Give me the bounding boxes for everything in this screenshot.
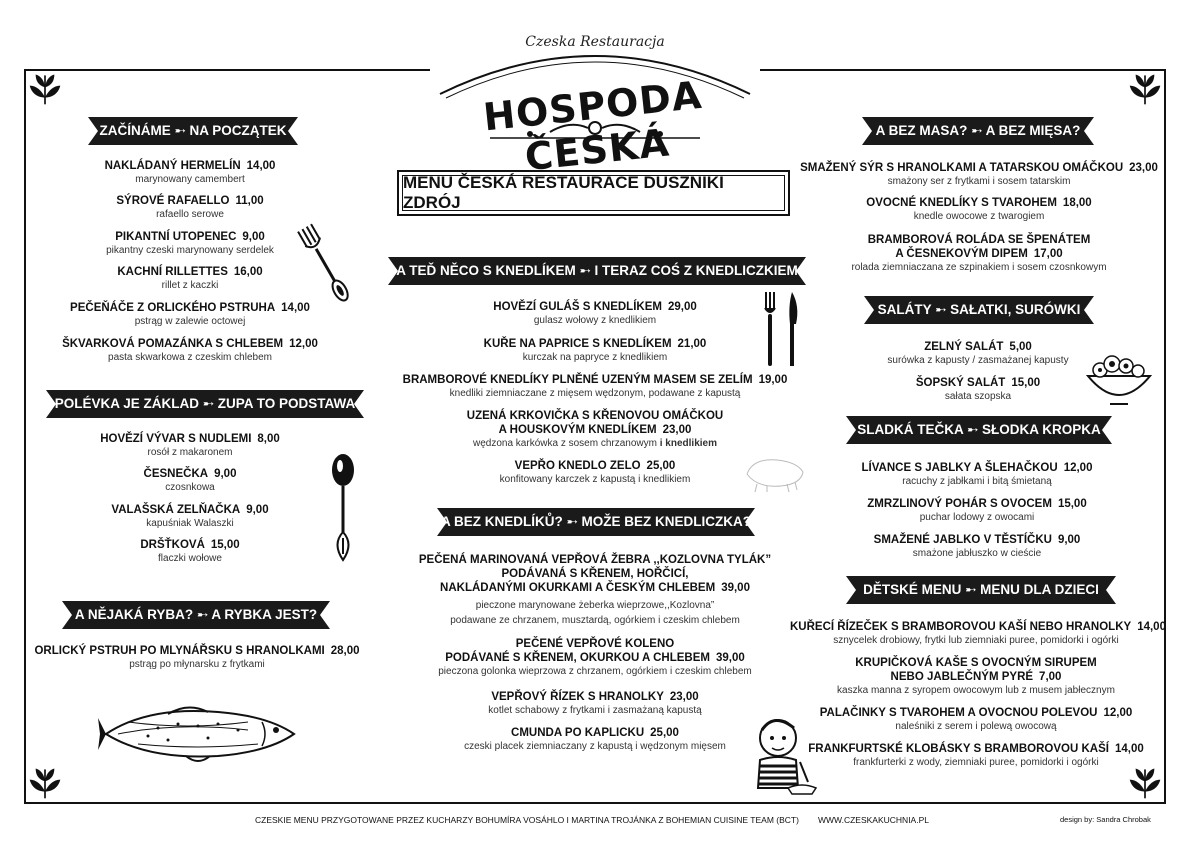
item-name: BRAMBOROVÁ ROLÁDA SE ŠPENÁTEM xyxy=(867,234,1091,246)
item-desc: pstrąg w zalewie octowej xyxy=(134,316,246,327)
item-price: 12,00 xyxy=(1063,462,1093,474)
item-name: ZELNÝ SALÁT xyxy=(924,341,1004,353)
item-desc: rosół z makaronem xyxy=(147,447,233,458)
menu-item xyxy=(40,194,340,221)
item-name: FRANKFURTSKÉ KLOBÁSKY S BRAMBOROVOU KAŠÍ xyxy=(808,743,1109,755)
logo xyxy=(430,28,760,180)
menu-item xyxy=(858,340,1098,367)
item-desc: konfitowany karczek z kapustą i knedlikiem xyxy=(499,474,691,485)
item-desc-line2: podawane ze chrzanem, musztardą, ogórkiem i czeskim chlebem xyxy=(450,615,740,626)
item-price: 12,00 xyxy=(289,338,318,350)
item-desc: kaszka manna z syropem owocowym lub z musem jabłecznym xyxy=(837,685,1115,696)
item-price: 28,00 xyxy=(330,645,360,657)
item-desc: knedle owocowe z twarogiem xyxy=(913,211,1045,222)
item-name: VEPŘO KNEDLO ZELO xyxy=(514,460,641,472)
item-desc: marynowany camembert xyxy=(135,174,245,185)
menu-title: MENU ČESKÁ RESTAURACE DUSZNIKI ZDRÓJ xyxy=(402,175,785,211)
menu-item xyxy=(30,644,364,671)
item-price: 23,00 xyxy=(669,691,699,703)
menu-item xyxy=(858,376,1098,403)
menu-item xyxy=(40,538,340,565)
salad-bowl-icon xyxy=(1086,354,1152,406)
leaf-ornament-icon xyxy=(28,72,62,106)
item-price: 9,00 xyxy=(214,468,237,480)
menu-item xyxy=(40,467,340,494)
footer-credits: CZESKIE MENU PRZYGOTOWANE PRZEZ KUCHARZY BOHUMÍRA VOSÁHLO I MARTINA TROJÁNKA Z BOHEMIAN CUISINE TEAM (BCT) xyxy=(255,815,799,825)
item-name: HOVĚZÍ GULÁŠ S KNEDLÍKEM xyxy=(493,301,662,313)
item-desc: rolada ziemniaczana ze szpinakiem i sosem czosnkowym xyxy=(851,262,1107,273)
item-price: 9,00 xyxy=(242,231,265,243)
banner-title: ZAČÍNÁME ➸ NA POCZĄTEK xyxy=(99,123,287,138)
footer-website[interactable]: WWW.CZESKAKUCHNIA.PL xyxy=(818,815,929,825)
item-desc: puchar lodowy z owocami xyxy=(919,512,1035,523)
item-name: PEČENÉ VEPŘOVÉ KOLENO xyxy=(515,638,675,650)
menu-item xyxy=(832,461,1122,488)
item-name: SÝROVÉ RAFAELLO xyxy=(116,195,230,207)
leaf-ornament-icon xyxy=(1128,766,1162,800)
item-price: 12,00 xyxy=(1103,707,1133,719)
item-name: ČESNEČKA xyxy=(143,468,209,480)
item-name-line3: NAKLÁDANÝMI OKURKAMI A ČESKÝM CHLEBEM xyxy=(440,582,716,594)
item-price: 18,00 xyxy=(1062,197,1092,209)
item-price: 15,00 xyxy=(1011,377,1041,389)
menu-item xyxy=(395,373,795,400)
item-name-line2: PODÁVANÉ S KŘENEM, OKURKOU A CHLEBEM xyxy=(445,652,710,664)
menu-item xyxy=(395,637,795,678)
banner-title: SALÁTY ➸ SAŁATKI, SURÓWKI xyxy=(877,302,1081,317)
item-name: KUŘE NA PAPRICE S KNEDLÍKEM xyxy=(483,338,672,350)
item-price: 7,00 xyxy=(1039,671,1062,683)
leaf-ornament-icon xyxy=(1128,72,1162,106)
fish-icon xyxy=(98,700,302,766)
menu-item xyxy=(832,497,1122,524)
menu-item xyxy=(40,265,340,292)
menu-item xyxy=(800,161,1158,188)
menu-item xyxy=(395,690,795,717)
menu-item xyxy=(40,301,340,328)
item-desc: knedliki ziemniaczane z mięsem wędzonym, podawane z kapustą xyxy=(449,388,741,399)
item-desc-bold: i knedlikiem xyxy=(659,438,717,449)
menu-item xyxy=(40,230,340,257)
menu-item xyxy=(40,337,340,364)
item-name: BRAMBOROVÉ KNEDLÍKY PLNĚNÉ UZENÝM MASEM SE ZELÍM xyxy=(402,374,753,386)
menu-item xyxy=(395,337,795,364)
item-name: HOVĚZÍ VÝVAR S NUDLEMI xyxy=(100,433,252,445)
banner-title: POLÉVKA JE ZÁKLAD ➸ ZUPA TO PODSTAWA xyxy=(54,396,356,411)
banner-title: A NĚJAKÁ RYBA? ➸ A RYBKA JEST? xyxy=(74,607,318,622)
item-price: 25,00 xyxy=(646,460,676,472)
menu-item xyxy=(800,233,1158,274)
logo-title: HOSPODA ČESKÁ xyxy=(481,72,705,180)
item-desc: smażony ser z frytkami i sosem tatarskim xyxy=(887,176,1071,187)
menu-item xyxy=(395,409,795,450)
banner-title: A TEĎ NĚCO S KNEDLÍKEM ➸ I TERAZ COŚ Z KNEDLICZKIEM xyxy=(396,263,798,278)
item-name: UZENÁ KRKOVIČKA S KŘENOVOU OMÁČKOU xyxy=(466,410,724,422)
item-name: LÍVANCE S JABLKY A ŠLEHAČKOU xyxy=(861,462,1058,474)
item-price: 14,00 xyxy=(281,302,310,314)
item-name: DRŠŤKOVÁ xyxy=(140,539,205,551)
item-price: 16,00 xyxy=(233,266,263,278)
banner-sweet xyxy=(846,416,1112,444)
item-name-line2: A HOUSKOVÝM KNEDLÍKEM xyxy=(498,424,657,436)
item-name: NAKLÁDANÝ HERMELÍN xyxy=(104,160,241,172)
item-name-line2: PODÁVANÁ S KŘENEM, HOŘČICÍ, xyxy=(501,568,689,580)
menu-item xyxy=(832,533,1122,560)
banner-title: SLADKÁ TEČKA ➸ SŁODKA KROPKA xyxy=(857,422,1101,437)
item-price: 11,00 xyxy=(235,195,264,207)
item-desc: sałata szopska xyxy=(944,391,1012,402)
item-desc: rafaello serowe xyxy=(156,209,224,220)
item-name: KACHNÍ RILLETTES xyxy=(117,266,228,278)
menu-item xyxy=(40,503,340,530)
item-desc: pikantny czeski marynowany serdelek xyxy=(106,245,274,256)
menu-item xyxy=(790,656,1162,697)
item-name: VALAŠSKÁ ZELŇAČKA xyxy=(111,504,241,516)
spoon-icon xyxy=(328,452,358,564)
item-name: SMAŽENÉ JABLKO V TĚSTÍČKU xyxy=(873,534,1052,546)
fork-icon xyxy=(296,218,356,310)
menu-item xyxy=(395,300,795,327)
item-name: ŠKVARKOVÁ POMAZÁNKA S CHLEBEM xyxy=(62,338,284,350)
menu-item xyxy=(395,726,795,753)
item-name: ŠOPSKÝ SALÁT xyxy=(915,377,1006,389)
item-price: 14,00 xyxy=(246,160,276,172)
menu-item xyxy=(40,432,340,459)
menu-item xyxy=(40,159,340,186)
item-price: 19,00 xyxy=(758,374,788,386)
banner-dumpling xyxy=(388,257,806,285)
item-price: 14,00 xyxy=(1137,621,1166,633)
item-name: KRUPIČKOVÁ KAŠE S OVOCNÝM SIRUPEM xyxy=(855,657,1097,669)
menu-item xyxy=(790,742,1162,769)
item-desc: naleśniki z serem i polewą owocową xyxy=(895,721,1057,732)
item-price: 23,00 xyxy=(1129,162,1158,174)
item-name-line2: A ČESNEKOVÝM DIPEM xyxy=(895,248,1028,260)
item-price: 25,00 xyxy=(650,727,679,739)
item-name: PEČENÁ MARINOVANÁ VEPŘOVÁ ŽEBRA ,,KOZLOVNA TYLÁK” xyxy=(418,554,772,566)
pig-icon xyxy=(737,450,813,494)
item-price: 14,00 xyxy=(1114,743,1144,755)
banner-salad xyxy=(864,296,1094,324)
item-price: 39,00 xyxy=(721,582,750,594)
item-desc: surówka z kapusty / zasmażanej kapusty xyxy=(887,355,1069,366)
item-price: 21,00 xyxy=(677,338,707,350)
item-price: 8,00 xyxy=(257,433,280,445)
banner-start xyxy=(88,117,298,145)
item-price: 23,00 xyxy=(662,424,692,436)
item-desc: pieczona golonka wieprzowa z chrzanem, ogórkiem i czeskim chlebem xyxy=(438,666,752,677)
leaf-ornament-icon xyxy=(28,766,62,800)
item-price: 9,00 xyxy=(246,504,269,516)
item-name-line2: NEBO JABLEČNÝM PYRÉ xyxy=(890,671,1034,683)
item-desc: smażone jabłuszko w cieście xyxy=(912,548,1042,559)
item-desc: wędzona karkówka z sosem chrzanowym xyxy=(473,438,657,449)
item-name: SMAŽENÝ SÝR S HRANOLKAMI A TATARSKOU OMÁČKOU xyxy=(800,162,1124,174)
menu-title-box xyxy=(397,170,790,216)
item-name: PALAČINKY S TVAROHEM A OVOCNOU POLEVOU xyxy=(819,707,1098,719)
logo-subtitle: Czeska Restauracja xyxy=(525,34,665,50)
item-desc: frankfurterki z wody, ziemniaki puree, pomidorki i ogórki xyxy=(853,757,1099,768)
menu-item xyxy=(395,553,795,627)
banner-title: A BEZ MASA? ➸ A BEZ MIĘSA? xyxy=(875,123,1081,138)
item-desc: pieczone marynowane żeberka wieprzowe,,Kozlovna” xyxy=(475,600,715,611)
item-desc: pasta skwarkowa z czeskim chlebem xyxy=(108,352,272,363)
item-desc: kotlet schabowy z frytkami i zasmażaną kapustą xyxy=(488,705,702,716)
item-desc: gulasz wołowy z knedlikiem xyxy=(533,315,657,326)
item-name: KUŘECÍ ŘÍZEČEK S BRAMBOROVOU KAŠÍ NEBO HRANOLKY xyxy=(790,621,1132,633)
banner-title: DĚTSKÉ MENU ➸ MENU DLA DZIECI xyxy=(863,582,1099,597)
menu-item xyxy=(800,196,1158,223)
banner-kids xyxy=(846,576,1116,604)
menu-item xyxy=(790,706,1162,733)
menu-item xyxy=(395,459,795,486)
item-desc: kurczak na papryce z knedlikiem xyxy=(522,352,668,363)
item-price: 15,00 xyxy=(210,539,240,551)
item-desc: czosnkowa xyxy=(165,482,215,493)
banner-soup xyxy=(46,390,364,418)
item-price: 9,00 xyxy=(1057,534,1081,546)
item-desc: pstrąg po młynarsku z frytkami xyxy=(129,659,265,670)
item-price: 5,00 xyxy=(1009,341,1032,353)
banner-nomeat xyxy=(862,117,1094,145)
banner-nodumpling xyxy=(437,508,755,536)
item-desc: kapuśniak Walaszki xyxy=(146,518,234,529)
item-desc: racuchy z jabłkami i bitą śmietaną xyxy=(902,476,1052,487)
banner-title: A BEZ KNEDLÍKŮ? ➸ MOŽE BEZ KNEDLICZKA? xyxy=(440,514,752,529)
item-name: VEPŘOVÝ ŘÍZEK S HRANOLKY xyxy=(491,691,664,703)
item-name: CMUNDA PO KAPLICKU xyxy=(511,727,645,739)
item-desc: sznycelek drobiowy, frytki lub ziemniaki puree, pomidorki i ogórki xyxy=(833,635,1119,646)
item-desc: czeski placek ziemniaczany z kapustą i wędzonym mięsem xyxy=(464,741,726,752)
boy-eating-icon xyxy=(748,712,824,798)
item-name: OVOCNÉ KNEDLÍKY S TVAROHEM xyxy=(866,197,1057,209)
item-price: 29,00 xyxy=(667,301,697,313)
menu-item xyxy=(790,620,1166,647)
item-desc: flaczki wołowe xyxy=(158,553,222,564)
banner-fish xyxy=(62,601,330,629)
item-name: PIKANTNÍ UTOPENEC xyxy=(115,231,237,243)
item-price: 17,00 xyxy=(1033,248,1063,260)
item-desc: rillet z kaczki xyxy=(161,280,219,291)
footer-design: design by: Sandra Chrobak xyxy=(1060,815,1151,824)
item-name: ORLICKÝ PSTRUH PO MLYNÁŘSKU S HRANOLKAMI xyxy=(34,645,325,657)
item-name: PEČEŇÁČE Z ORLICKÉHO PSTRUHA xyxy=(70,302,276,314)
knife-fork-icon xyxy=(760,290,804,370)
item-price: 15,00 xyxy=(1057,498,1087,510)
item-price: 39,00 xyxy=(715,652,745,664)
item-name: ZMRZLINOVÝ POHÁR S OVOCEM xyxy=(867,498,1052,510)
